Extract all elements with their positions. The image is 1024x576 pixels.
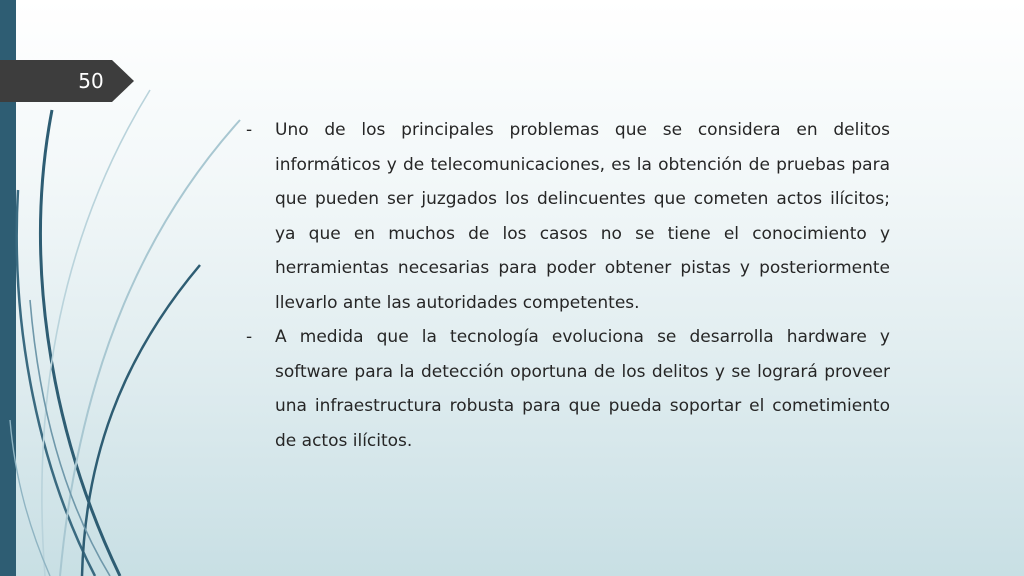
- slide-content: [244, 113, 890, 458]
- bullet-item-1: [244, 113, 890, 320]
- bullet-item-2: [244, 320, 890, 458]
- slide-number: 50: [78, 69, 104, 93]
- bullet-text: Uno de los principales problemas que se considera en delitos informáticos y de telecomunicaciones, es la obtención de pruebas para que pueden ser juzgados los delincuentes que cometen actos ilícitos; ya que en muchos de los casos no se tiene el conocimiento y herramientas necesarias para poder obtener pistas y posteriormente llevarlo ante las autoridades competentes.: [275, 120, 890, 313]
- bullet-marker: -: [246, 120, 253, 140]
- bullet-text: A medida que la tecnología evoluciona se desarrolla hardware y software para la detección oportuna de los delitos y se logrará proveer una infraestructura robusta para que pueda soportar el cometimiento de actos ilícitos.: [275, 327, 890, 451]
- bullet-marker: -: [246, 327, 253, 347]
- slide-number-tag: [0, 60, 134, 102]
- swoosh-line-light-2: [42, 90, 150, 576]
